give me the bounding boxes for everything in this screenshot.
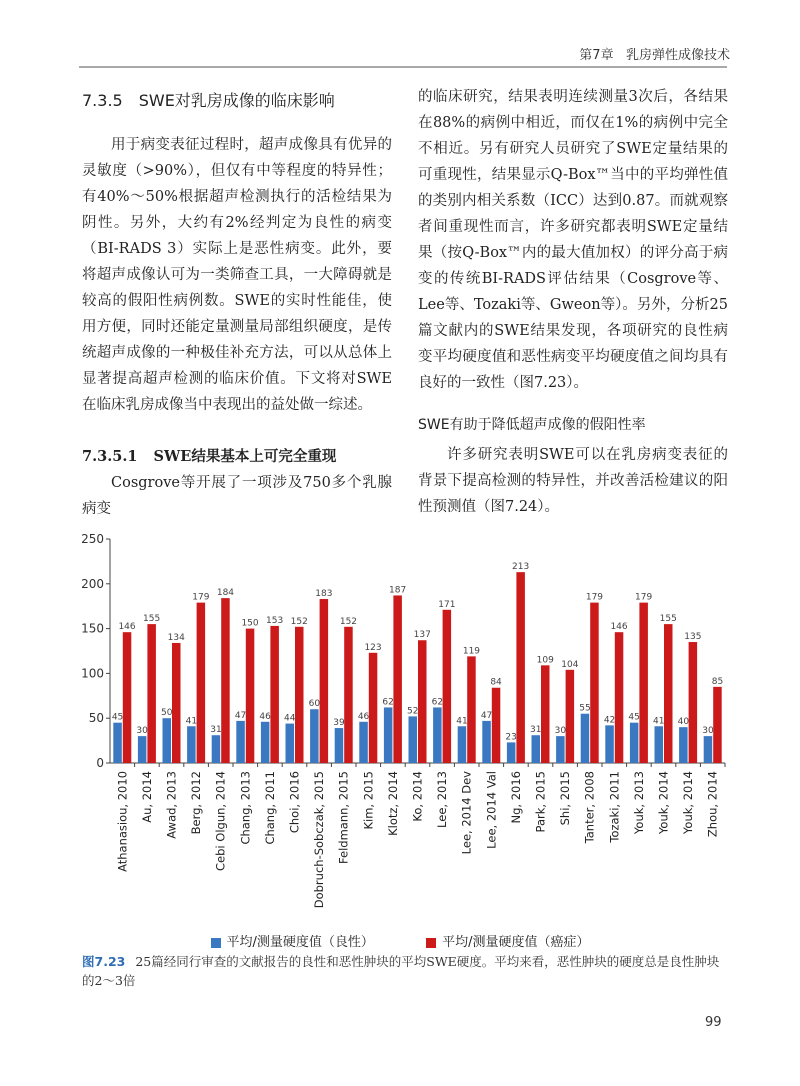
data-label-benign: 23: [505, 732, 517, 743]
data-label-cancer: 85: [711, 676, 724, 687]
bar-cancer: [172, 643, 181, 763]
bar-cancer: [393, 595, 402, 763]
figure-caption: [82, 952, 727, 990]
bar-benign: [704, 736, 713, 763]
bar-benign: [679, 727, 688, 763]
data-label-cancer: 179: [192, 592, 210, 603]
bar-benign: [630, 723, 639, 763]
x-tick-label: Athanasiou, 2010: [115, 771, 130, 872]
data-label-cancer: 213: [512, 562, 530, 573]
bar-cancer: [246, 629, 255, 763]
x-tick-label: Lee, 2013: [435, 771, 450, 828]
x-tick-label: Kim, 2015: [361, 771, 376, 830]
data-label-cancer: 184: [216, 588, 235, 599]
x-tick-label: Tozaki, 2011: [607, 771, 622, 843]
bar-benign: [458, 726, 467, 763]
chapter-label: 第7章: [579, 48, 614, 63]
bar-cancer: [147, 624, 156, 763]
bar-benign: [261, 722, 270, 763]
section-number: 7.3.5: [82, 91, 123, 110]
x-tick-label: Ko, 2014: [410, 771, 425, 822]
data-label-cancer: 150: [241, 618, 259, 629]
data-label-cancer: 109: [536, 655, 554, 666]
x-tick-label: Awad, 2013: [164, 771, 179, 839]
bar-benign: [138, 736, 147, 763]
data-label-benign: 30: [702, 726, 714, 737]
data-label-benign: 52: [407, 706, 419, 717]
bar-cancer: [492, 688, 501, 763]
x-tick-label: Au, 2014: [139, 771, 154, 823]
bar-benign: [286, 724, 295, 763]
figure-label: 图7.23: [82, 954, 126, 969]
x-tick-label: Shi, 2015: [558, 771, 573, 826]
bar-benign: [335, 728, 344, 763]
legend-label-benign: 平均/测量硬度值（良性）: [226, 935, 374, 950]
bar-benign: [163, 718, 172, 763]
bar-cancer: [713, 687, 722, 763]
data-label-benign: 47: [234, 710, 247, 721]
section-title: SWE对乳房成像的临床影响: [138, 91, 335, 110]
y-tick-label: 250: [81, 532, 104, 546]
bar-cancer: [369, 653, 378, 763]
data-label-cancer: 171: [438, 599, 456, 610]
data-label-cancer: 179: [585, 592, 604, 603]
bar-cancer: [689, 642, 698, 763]
legend-item-benign: [211, 931, 374, 950]
y-tick-label: 150: [81, 621, 104, 636]
x-tick-label: Feldmann, 2015: [336, 771, 351, 864]
x-tick-label: Youk, 2013: [631, 771, 646, 835]
y-tick-label: 50: [88, 711, 104, 726]
data-label-cancer: 183: [315, 589, 333, 600]
data-label-benign: 46: [357, 711, 370, 722]
page-number: 99: [705, 1015, 722, 1030]
subsection-title: SWE结果基本上可完全重现: [153, 448, 337, 465]
data-label-cancer: 179: [635, 592, 653, 603]
data-label-benign: 50: [161, 708, 173, 719]
bar-cancer: [639, 603, 648, 763]
body-paragraph: 许多研究表明SWE可以在乳房病变表征的背景下提高检测的特异性，并改善活检建议的阳性预测值（图7.24）。: [418, 447, 728, 515]
data-label-benign: 62: [382, 697, 394, 708]
data-label-cancer: 187: [389, 585, 407, 596]
legend-label-cancer: 平均/测量硬度值（癌症）: [442, 935, 590, 950]
left-column: [82, 84, 392, 522]
bar-benign: [655, 726, 664, 763]
data-label-benign: 41: [185, 716, 198, 727]
body-paragraph: Cosgrove等开展了一项涉及750多个乳腺病变: [82, 475, 392, 517]
bar-cancer: [443, 610, 452, 763]
data-label-cancer: 134: [167, 632, 185, 643]
bar-cancer: [123, 632, 132, 763]
bar-benign: [212, 735, 221, 763]
data-label-cancer: 119: [462, 646, 481, 657]
x-tick-label: Youk, 2014: [681, 771, 696, 835]
bar-benign: [310, 709, 319, 763]
bar-benign: [384, 707, 393, 763]
bar-cancer: [590, 603, 599, 763]
bar-cancer: [615, 632, 624, 763]
body-paragraph: 的临床研究，结果表明连续测量3次后，各结果在88%的病例中相近，而仅在1%的病例中完全不相近。另有研究人员研究了SWE定量结果的可重现性，结果显示Q-Box™当中的平均弹性值的类别内相关系数（ICC）达到0.87。而就观察者间重现性而言，许多研究都表明SWE定量结果（按Q-Box™内的最大值加权）的评分高于病变的传统BI-RADS评估结果（Cosgrove等、Lee等、Tozaki等、Gweon等）。另外，分析25篇文献内的SWE结果发现，各项研究的良性病变平均硬度值和恶性病变平均硬度值之间均具有良好的一致性（图7.23）。: [418, 89, 728, 391]
x-tick-label: Klotz, 2014: [385, 771, 400, 836]
bar-benign: [236, 721, 245, 763]
bar-benign: [605, 725, 614, 763]
bar-cancer: [320, 599, 329, 763]
right-column: [418, 84, 728, 520]
x-tick-label: Zhou, 2014: [705, 771, 720, 838]
bar-benign: [532, 735, 541, 763]
data-label-benign: 41: [653, 716, 665, 727]
bar-cancer: [664, 624, 673, 763]
data-label-benign: 47: [480, 710, 493, 721]
data-label-cancer: 146: [118, 622, 136, 633]
legend-swatch-benign: [211, 938, 221, 948]
y-tick-label: 0: [96, 756, 104, 770]
bar-cancer: [516, 572, 525, 763]
x-tick-label: Park, 2015: [533, 771, 548, 833]
data-label-cancer: 137: [413, 630, 431, 641]
data-label-cancer: 152: [290, 616, 308, 627]
data-label-benign: 30: [554, 726, 567, 737]
header-divider: [79, 66, 727, 68]
x-tick-label: Lee, 2014 Dev: [459, 771, 474, 855]
section-heading: [82, 84, 392, 118]
data-label-cancer: 152: [339, 616, 358, 627]
data-label-cancer: 155: [659, 614, 677, 625]
subsection-number: 7.3.5.1: [82, 448, 138, 465]
data-label-cancer: 135: [684, 632, 702, 643]
bar-cancer: [295, 627, 304, 763]
data-label-cancer: 153: [266, 615, 284, 626]
data-label-benign: 40: [677, 717, 690, 728]
bar-benign: [581, 714, 590, 763]
x-tick-label: Chang, 2011: [262, 771, 277, 845]
x-tick-label: Cebi Olgun, 2014: [213, 771, 228, 871]
x-tick-label: Youk, 2014: [656, 771, 671, 835]
data-label-benign: 44: [284, 713, 296, 724]
bar-benign: [113, 723, 122, 763]
bar-benign: [359, 722, 368, 763]
legend-swatch-cancer: [426, 938, 436, 948]
data-label-benign: 30: [136, 726, 148, 737]
bar-cancer: [270, 626, 279, 763]
bar-benign: [556, 736, 565, 763]
bar-benign: [409, 716, 418, 763]
swe-bar-chart: [80, 525, 730, 925]
data-label-benign: 60: [308, 699, 321, 710]
body-paragraph: 用于病变表征过程时，超声成像具有优异的灵敏度（>90%），但仅有中等程度的特异性；有40%～50%根据超声检测执行的活检结果为阴性。另外，大约有2%经判定为良性的病变（BI-RADS 3）实际上是恶性病变。此外，要将超声成像认可为一类筛查工具，一大障碍就是较高的假阳性病例数。SWE的实时性能佳，使用方便，同时还能定量测量局部组织硬度，是传统超声成像的一种极佳补充方法，可以从总体上显著提高超声检测的临床价值。下文将对SWE在临床乳房成像当中表现出的益处做一综述。: [82, 137, 392, 413]
bar-cancer: [566, 670, 575, 763]
bar-cancer: [221, 598, 230, 763]
chapter-title: 乳房弹性成像技术: [625, 48, 730, 63]
subsection-heading: [82, 444, 392, 470]
x-tick-label: Berg, 2012: [189, 771, 204, 835]
data-label-cancer: 104: [561, 659, 579, 670]
side-heading: SWE有助于降低超声成像的假阳性率: [418, 417, 646, 433]
bar-benign: [433, 707, 442, 763]
running-header: [0, 44, 730, 63]
x-tick-label: Dobruch-Sobczak, 2015: [312, 771, 327, 909]
data-label-cancer: 84: [490, 677, 502, 688]
data-label-benign: 41: [456, 716, 468, 727]
x-tick-label: Chang, 2013: [238, 771, 253, 845]
x-tick-label: Choi, 2016: [287, 771, 302, 834]
legend-item-cancer: [426, 931, 589, 950]
x-tick-label: Tanter, 2008: [582, 771, 597, 844]
x-tick-label: Ng, 2016: [508, 771, 523, 824]
data-label-cancer: 155: [143, 614, 161, 625]
bar-cancer: [467, 656, 476, 763]
data-label-benign: 39: [333, 718, 345, 729]
bar-cancer: [541, 665, 550, 763]
data-label-benign: 31: [530, 725, 542, 736]
data-label-benign: 62: [431, 697, 444, 708]
data-label-benign: 45: [628, 712, 640, 723]
bar-benign: [507, 742, 516, 763]
figure-caption-text: 25篇经同行审查的文献报告的良性和恶性肿块的平均SWE硬度。平均来看，恶性肿块的硬度总是良性肿块的2～3倍: [82, 954, 720, 988]
x-tick-label: Lee, 2014 Val: [484, 771, 499, 849]
data-label-benign: 46: [259, 711, 271, 722]
bar-cancer: [344, 627, 353, 763]
bar-benign: [187, 726, 196, 763]
bar-benign: [482, 721, 491, 763]
data-label-benign: 55: [579, 703, 591, 714]
y-tick-label: 100: [81, 666, 104, 681]
data-label-cancer: 146: [610, 622, 628, 633]
y-tick-label: 200: [81, 576, 104, 591]
data-label-benign: 42: [603, 715, 616, 726]
data-label-cancer: 123: [364, 642, 382, 653]
bar-cancer: [197, 603, 206, 763]
data-label-benign: 45: [111, 712, 124, 723]
data-label-benign: 31: [210, 725, 222, 736]
bar-cancer: [418, 640, 427, 763]
chart-legend: [0, 931, 800, 950]
